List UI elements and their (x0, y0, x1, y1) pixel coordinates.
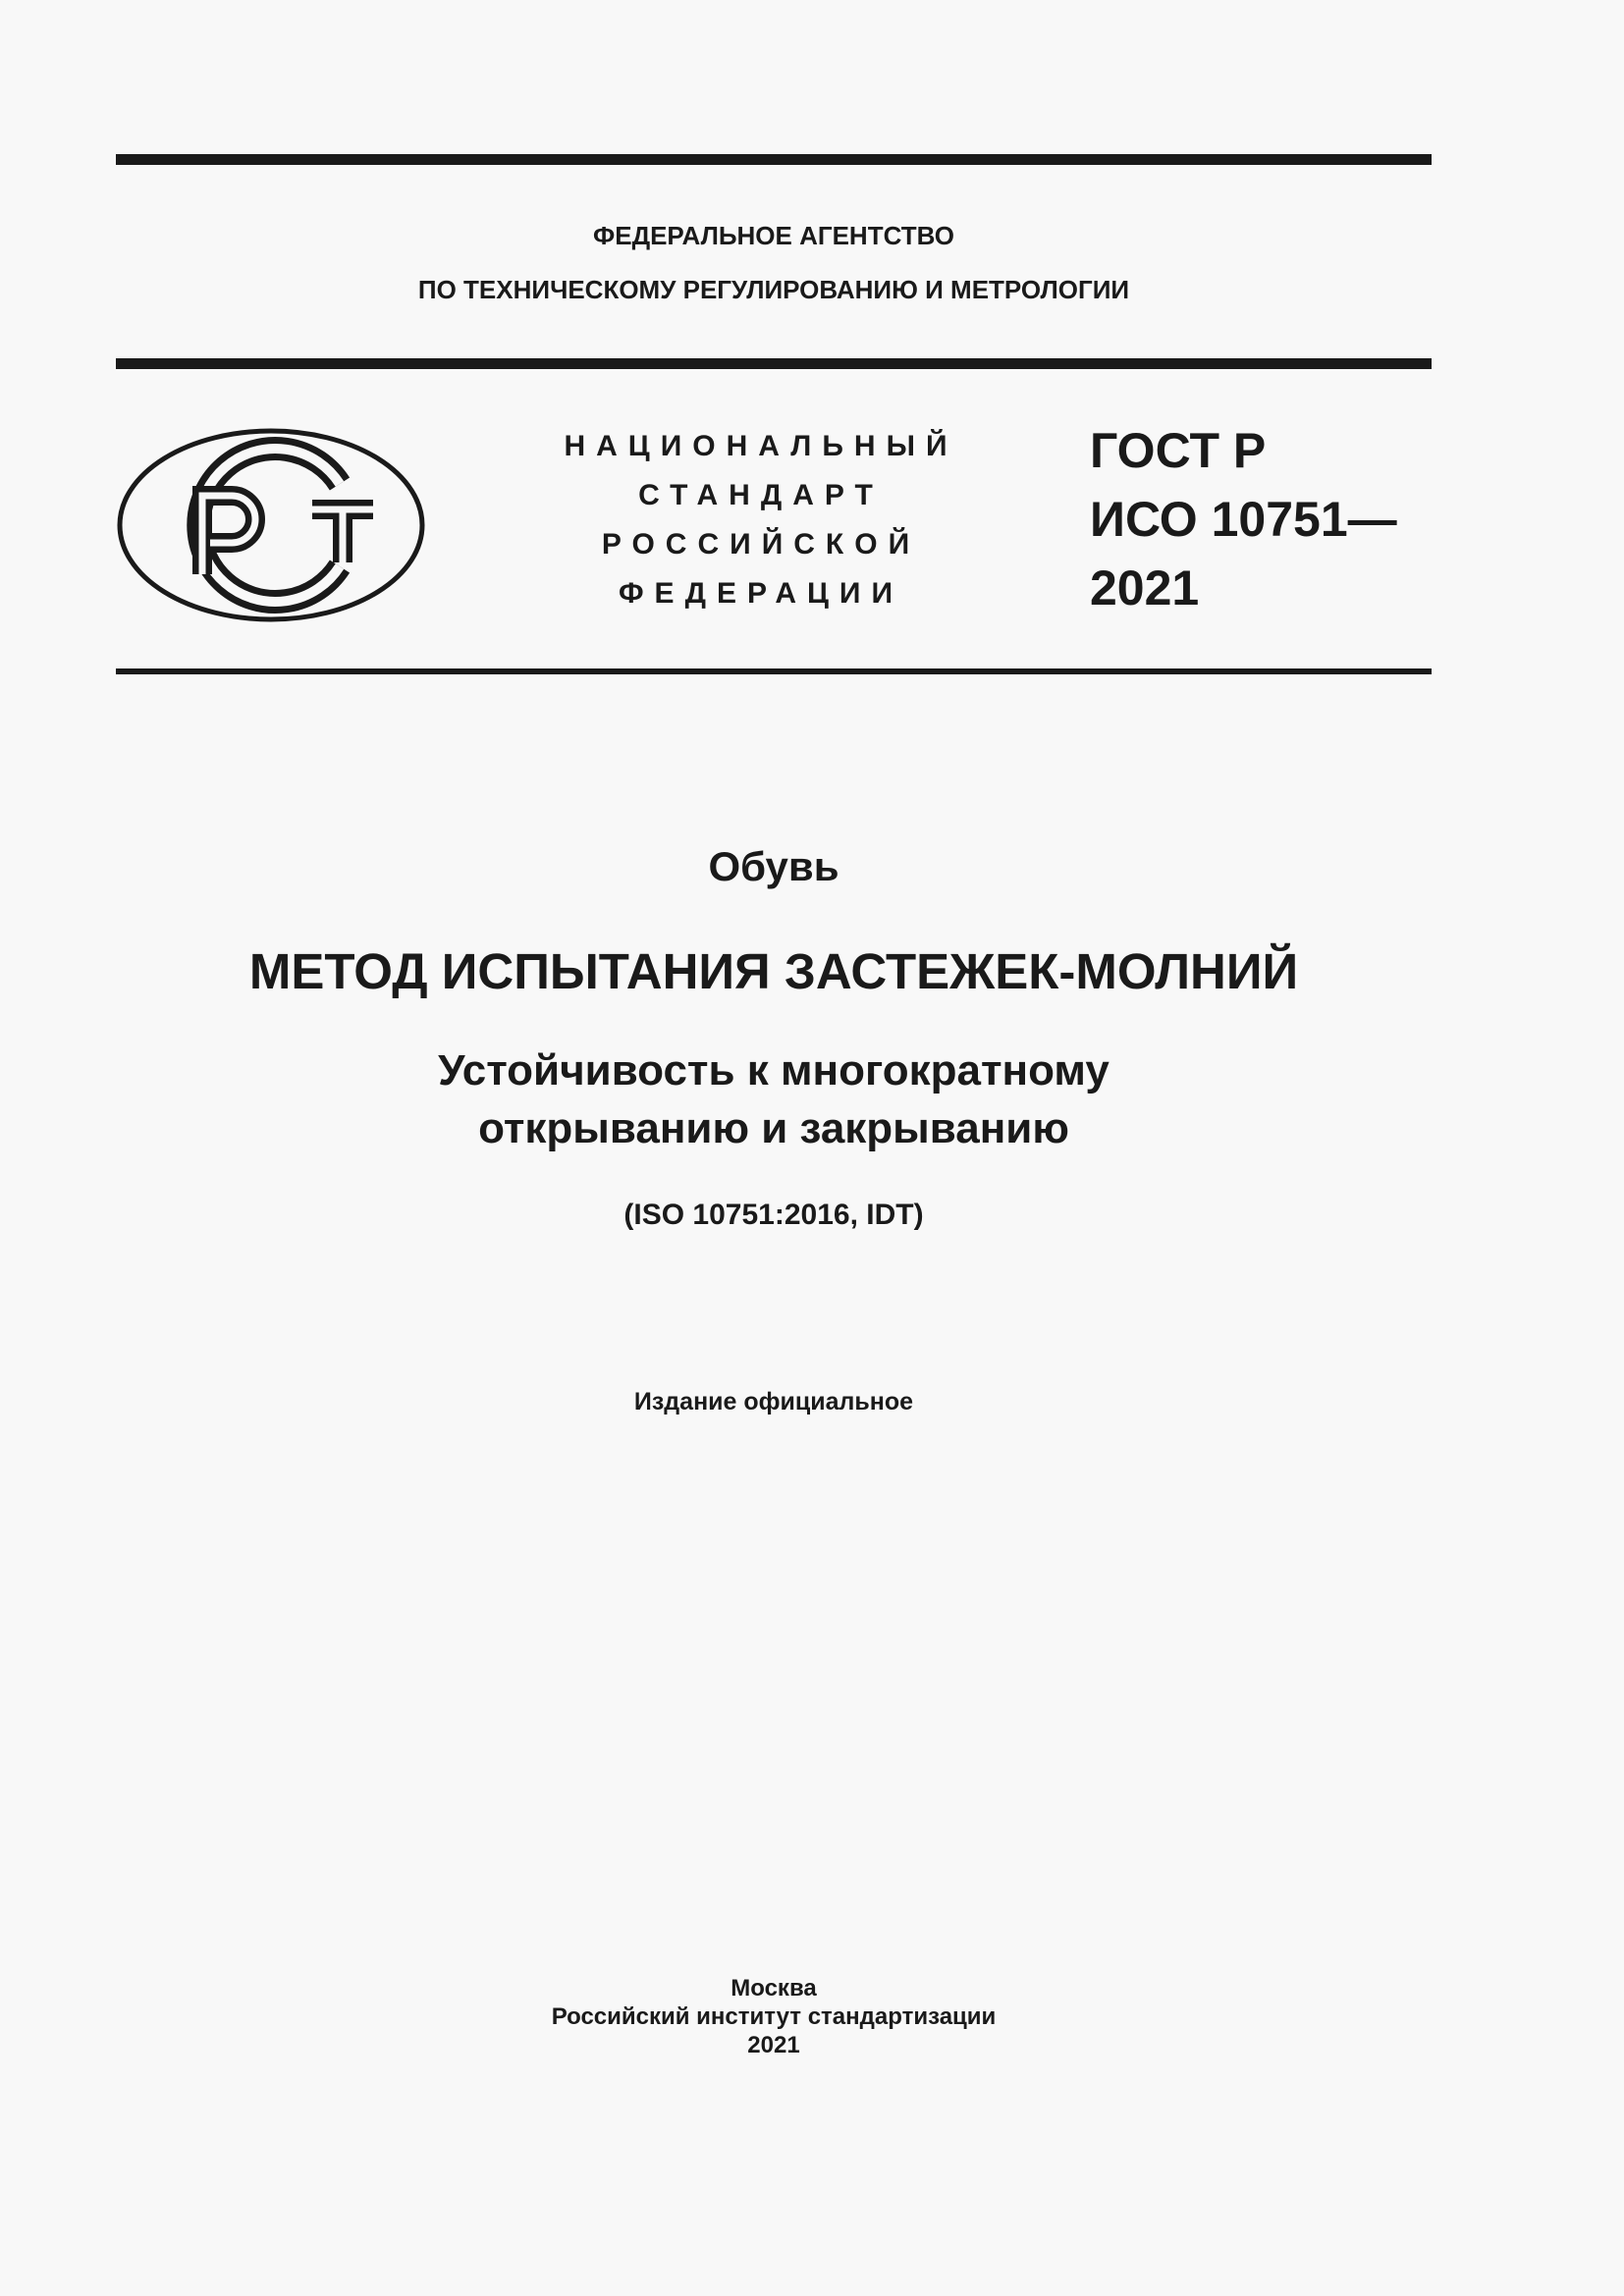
standard-designation (1090, 416, 1424, 622)
designation-line-2: ИСО 10751— (1090, 492, 1397, 547)
iso-reference: (ISO 10751:2016, IDT) (623, 1199, 924, 1231)
main-title: МЕТОД ИСПЫТАНИЯ ЗАСТЕЖЕК-МОЛНИЙ (248, 943, 1299, 999)
publisher-name: Российский институт стандартизации (551, 2003, 997, 2030)
top-rule (116, 154, 1432, 165)
national-line-2: СТАНДАРТ (638, 479, 884, 511)
national-line-1: НАЦИОНАЛЬНЫЙ (564, 430, 958, 462)
subtitle-line-1: Устойчивость к многократному (438, 1046, 1110, 1095)
bottom-rule (116, 668, 1432, 674)
publisher-city: Москва (731, 1975, 817, 2002)
agency-line-1: ФЕДЕРАЛЬНОЕ АГЕНТСТВО (593, 221, 954, 250)
edition-label: Издание официальное (633, 1388, 914, 1415)
national-standard-label (530, 422, 992, 618)
national-line-3: РОССИЙСКОЙ (601, 528, 921, 561)
designation-line-1: ГОСТ Р (1090, 423, 1267, 478)
designation-line-3: 2021 (1090, 561, 1200, 615)
middle-rule (116, 358, 1432, 369)
national-line-4: ФЕДЕРАЦИИ (618, 577, 904, 610)
subtitle-line-2: открыванию и закрыванию (478, 1104, 1069, 1152)
agency-line-2: ПО ТЕХНИЧЕСКОМУ РЕГУЛИРОВАНИЮ И МЕТРОЛОГИИ (417, 275, 1130, 304)
category-title: Обувь (708, 843, 839, 889)
publication-year: 2021 (747, 2032, 800, 2058)
rst-logo-icon (116, 427, 426, 623)
